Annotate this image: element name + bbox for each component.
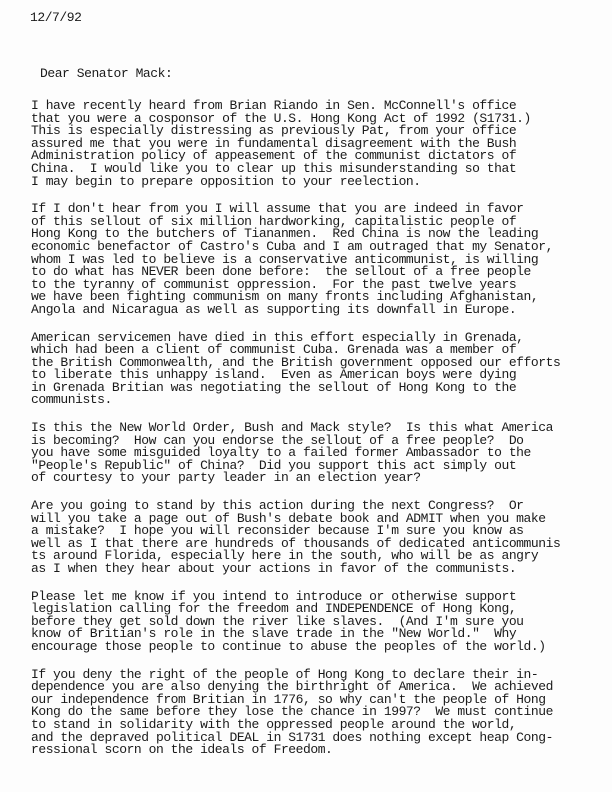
text-line: Hong Kong to the butchers of Tiananmen. Red China is now the leading	[31, 226, 539, 242]
text-line: of courtesy to your party leader in an election year?	[31, 470, 421, 486]
text-line: Is this the New World Order, Bush and Mack style? Is this what America	[31, 420, 553, 436]
text-line: whom I was led to believe is a conservative anticommunist, is willing	[31, 251, 539, 267]
text-line: of this sellout of six million hardworking, capitalistic people of	[31, 213, 517, 229]
text-line: our independence from Britian in 1776, so why can't the people of Hong	[31, 691, 546, 707]
letter-salutation: Dear Senator Mack:	[40, 66, 173, 81]
text-line: we have been fighting communism on many fronts including Afghanistan,	[31, 289, 539, 305]
text-line: Please let me know if you intend to introduce or otherwise support	[31, 588, 517, 604]
text-line: dependence you are also denying the birthright of America. We achieved	[31, 679, 553, 695]
text-line: Administration policy of appeasement of the communist dictators of	[31, 148, 517, 164]
paragraph-5	[31, 500, 601, 576]
text-line: which had been a client of communist Cuba. Grenada was a member of	[31, 342, 517, 358]
text-line: to the tyranny of communist oppression. For the past twelve years	[31, 276, 517, 292]
text-line: American servicemen have died in this effort especially in Grenada,	[31, 329, 524, 345]
text-line: in Grenada Britian was negotiating the sellout of Hong Kong to the	[31, 379, 517, 395]
text-line: economic benefactor of Castro's Cuba and I am outraged that my Senator,	[31, 238, 553, 254]
paragraph-6	[31, 588, 601, 654]
text-line: legislation calling for the freedom and INDEPENDENCE of Hong Kong,	[31, 601, 517, 617]
text-line: ressional scorn on the ideals of Freedom.	[31, 742, 333, 758]
text-line: encourage those people to continue to abuse the peoples of the world.)	[31, 638, 546, 654]
text-line: Angola and Nicaragua as well as supporting its downfall in Europe.	[31, 301, 517, 317]
text-line: "People's Republic" of China? Did you support this act simply out	[31, 457, 517, 473]
text-line: and the depraved political DEAL in S1731 does nothing except heap Cong-	[31, 729, 553, 745]
text-line: to liberate this unhappy island. Even as American boys were dying	[31, 367, 517, 383]
text-line: Kong do the same before they lose the chance in 1997? We must continue	[31, 704, 553, 720]
text-line: I may begin to prepare opposition to your reelection.	[31, 173, 421, 189]
text-line: that you were a cosponsor of the U.S. Hong Kong Act of 1992 (S1731.)	[31, 110, 531, 126]
text-line: Are you going to stand by this action during the next Congress? Or	[31, 498, 524, 514]
text-line: know of Britian's role in the slave trade in the "New World." Why	[31, 626, 517, 642]
text-line: ts around Florida, especially here in the south, who will be as angry	[31, 548, 539, 564]
paragraph-7	[31, 666, 601, 758]
text-line: If you deny the right of the people of Hong Kong to declare their in-	[31, 666, 539, 682]
letter-date: 12/7/92	[30, 10, 82, 25]
text-line: the British Commonwealth, and the British government opposed our efforts	[31, 354, 561, 370]
text-line: This is especially distressing as previously Pat, from your office	[31, 123, 517, 139]
paragraph-2	[31, 203, 601, 316]
text-line: I have recently heard from Brian Riando in Sen. McConnell's office	[31, 98, 517, 113]
text-line: to stand in solidarity with the oppressed people around the world,	[31, 716, 517, 732]
text-line: as I when they hear about your actions in favor of the communists.	[31, 561, 517, 576]
letter-body	[31, 100, 601, 772]
text-line: communists.	[31, 392, 112, 408]
paragraph-3	[31, 329, 601, 408]
text-line: will you take a page out of Bush's debate book and ADMIT when you make	[31, 510, 546, 526]
text-line: is becoming? How can you endorse the sellout of a free people? Do	[31, 432, 524, 448]
text-line: China. I would like you to clear up this misunderstanding so that	[31, 160, 517, 176]
text-line: you have some misguided loyalty to a failed former Ambassador to the	[31, 445, 531, 461]
text-line: to do what has NEVER been done before: the sellout of a free people	[31, 264, 531, 280]
paragraph-4	[31, 422, 601, 485]
text-line: well as I that there are hundreds of thousands of dedicated anticommunis	[31, 535, 561, 551]
text-line: before they get sold down the river like slaves. (And I'm sure you	[31, 613, 524, 629]
text-line: If I don't hear from you I will assume that you are indeed in favor	[31, 201, 524, 217]
text-line: a mistake? I hope you will reconsider because I'm sure you know as	[31, 523, 524, 539]
text-line: assured me that you were in fundamental disagreement with the Bush	[31, 135, 517, 151]
paragraph-1	[31, 100, 601, 188]
